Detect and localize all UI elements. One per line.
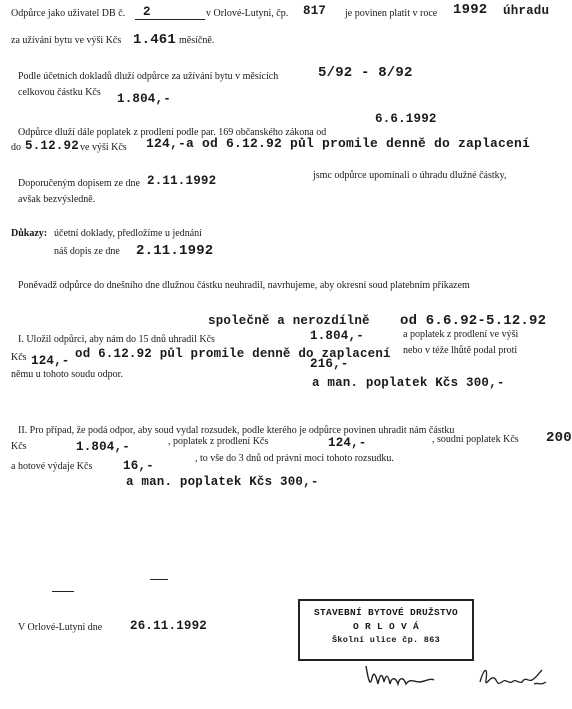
section-i-kcs-label: Kčs — [11, 352, 27, 363]
penalty-to: 5.12.92 — [25, 139, 79, 153]
section-ii-fee-line: a man. poplatek Kčs 300,- — [126, 475, 319, 489]
court-fee: 200 — [546, 430, 572, 446]
expenses-amount: 16,- — [123, 459, 154, 473]
stamp-line-2: O R L O V Á — [352, 621, 419, 632]
db-number: 2 — [143, 5, 151, 19]
execution-text: , to vše do 3 dnů od právní moci tohoto rozsudku. — [195, 453, 394, 464]
penalty-to-label: do — [11, 142, 21, 153]
our-letter-date: 2.11.1992 — [136, 243, 214, 259]
unsuccessful-text: avšak bezvýsledně. — [18, 194, 96, 205]
letter-date: 2.11.1992 — [147, 174, 217, 188]
stamp-line-3: Školní ulice čp. 863 — [331, 635, 441, 645]
evidence-label: Důkazy: — [11, 228, 48, 239]
section-ii-penalty: 124,- — [328, 436, 367, 450]
months-range: 5/92 - 8/92 — [318, 65, 413, 81]
year-label: je povinen platit v roce — [345, 8, 438, 19]
accounts-text: Podle účetních dokladů dluží odpůrce za užívání bytu v měsících — [18, 71, 279, 82]
dash-mark — [150, 579, 168, 580]
reminder-text: jsmc odpůrce upomínali o úhradu dlužné částky, — [313, 170, 507, 181]
section-i-penalty-label: a poplatek z prodlení ve výši — [403, 329, 519, 340]
house-number: 817 — [303, 4, 327, 18]
monthly-amount: 1.461 — [133, 32, 177, 48]
dash-mark — [52, 591, 74, 592]
section-i-penalty-rest: od 6.12.92 půl promile denně do zaplacení — [75, 347, 391, 361]
jointly-range: od 6.6.92-5.12.92 — [400, 313, 547, 329]
section-ii-amount: 1.804,- — [76, 440, 130, 454]
db-label: Odpůrce jako uživatel DB č. — [11, 8, 126, 19]
section-ii-text: II. Pro případ, že podá odpor, aby soud vydal rozsudek, podle kterého je odpůrce povinen uhradit nám částku — [18, 425, 455, 436]
objection-text: nebo v téže lhůtě podal proti — [403, 345, 518, 356]
penalty-from: 6.6.1992 — [375, 112, 437, 126]
document-date: 26.11.1992 — [130, 619, 208, 633]
penalty-line: 124,-a od 6.12.92 půl promile denně do zaplacení — [146, 136, 531, 151]
penalty-text: Odpůrce dluží dále poplatek z prodlení podle par. 169 občanského zákona od — [18, 127, 327, 138]
signature-2 — [476, 662, 556, 696]
address-label: v Orlové-Lutyni, čp. — [206, 8, 289, 19]
penalty-amount-label: ve výši Kčs — [80, 142, 127, 153]
proposal-text: Poněvadž odpůrce do dnešního dne dlužnou částku neuhradil, navrhujeme, aby okresní soud platebním příkazem — [18, 280, 470, 291]
jointly-text: společně a nerozdílně — [208, 314, 370, 328]
section-ii-penalty-label: , poplatek z prodlení Kčs — [168, 436, 269, 447]
uhradu-text: úhradu — [503, 4, 550, 18]
place-date-label: V Orlové-Lutyni dne — [18, 622, 103, 633]
signature-1 — [360, 648, 460, 696]
section-i-text: I. Uložil odpůrci, aby nám do 15 dnů uhradil Kčs — [18, 334, 215, 345]
expenses-label: a hotové výdaje Kčs — [11, 461, 93, 472]
section-ii-kcs-label: Kčs — [11, 441, 27, 452]
our-letter-label: náš dopis ze dne — [54, 246, 120, 257]
evidence-text: účetní doklady, předložíme u jednání — [54, 228, 202, 239]
letter-label: Doporučeným dopisem ze dne — [18, 178, 140, 189]
rent-label: za užívání bytu ve výši Kčs — [11, 35, 122, 46]
fee-216: 216,- — [310, 357, 349, 371]
section-i-fee-line: a man. poplatek Kčs 300,- — [312, 376, 505, 390]
court-fee-label: , soudní poplatek Kčs — [432, 434, 519, 445]
section-i-penalty: 124,- — [31, 354, 70, 368]
court-objection-text: němu u tohoto soudu odpor. — [11, 369, 123, 380]
section-i-amount: 1.804,- — [310, 329, 364, 343]
fill-line — [135, 19, 205, 20]
monthly-label: měsíčně. — [179, 35, 215, 46]
total-amount: 1.804,- — [117, 92, 171, 106]
year-value: 1992 — [453, 2, 488, 18]
stamp-line-1: STAVEBNÍ BYTOVÉ DRUŽSTVO — [313, 607, 459, 618]
total-label: celkovou částku Kčs — [18, 87, 101, 98]
